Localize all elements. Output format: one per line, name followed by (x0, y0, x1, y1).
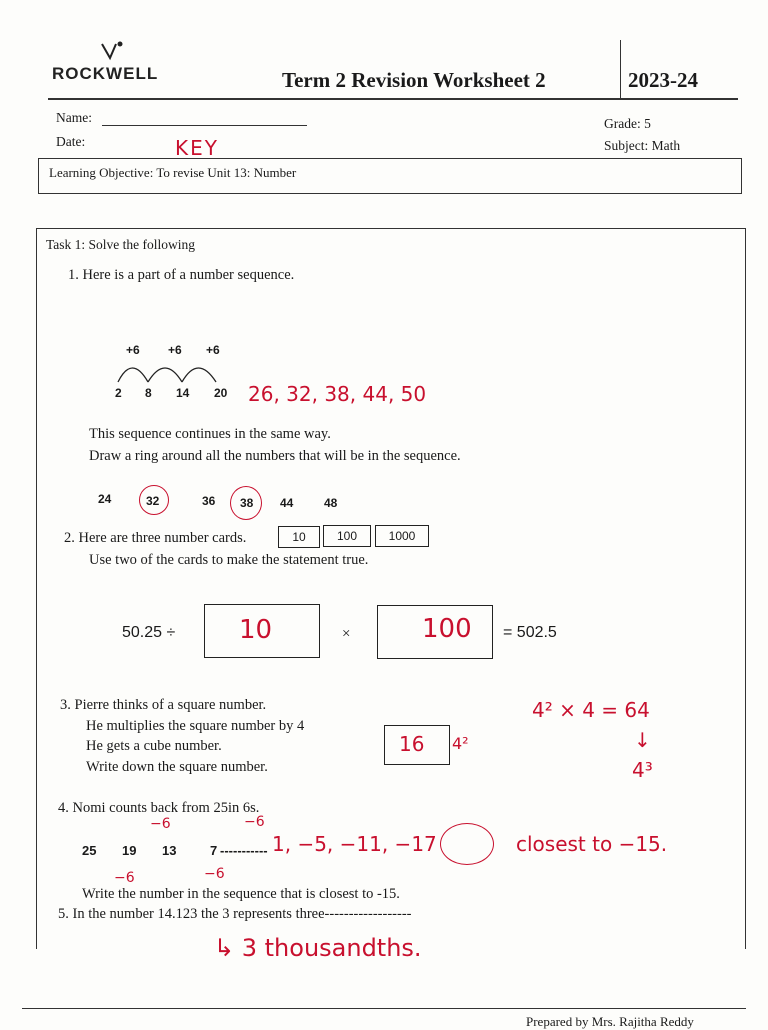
option-number: 24 (98, 492, 112, 506)
subject-label: Subject: Math (604, 138, 681, 153)
sequence-number: 20 (214, 386, 228, 400)
logo-text: ROCKWELL (52, 64, 159, 83)
name-label: Name: (56, 110, 92, 125)
handwritten-answer-1: 26, 32, 38, 44, 50 (248, 382, 427, 406)
option-number: 48 (324, 496, 338, 510)
q3-line: 3. Pierre thinks of a square number. (60, 697, 267, 713)
step-annotation: −6 (150, 816, 171, 832)
count-number: 25 (82, 843, 97, 858)
q1-line1: This sequence continues in the same way. (89, 426, 331, 442)
answer-box-3[interactable] (384, 725, 450, 765)
question-2: 2. Here are three number cards. (64, 530, 247, 546)
answer-box-1[interactable] (204, 604, 320, 658)
q3-line: Write down the square number. (86, 759, 268, 775)
step-label: +6 (126, 343, 140, 357)
learning-objective: Learning Objective: To revise Unit 13: Number (49, 165, 297, 180)
question-5: 5. In the number 14.123 the 3 represents three------------------ (58, 906, 412, 922)
key-mark: KEY (175, 136, 219, 160)
step-annotation: −6 (114, 870, 135, 886)
q3-line: He gets a cube number. (86, 738, 222, 754)
step-annotation: −6 (204, 866, 225, 882)
count-dashes: ----------- (220, 843, 268, 858)
number-card: 100 (323, 525, 371, 547)
answer-box-2-value: 100 (422, 614, 472, 644)
prepared-by: Prepared by Mrs. Rajitha Reddy (526, 1014, 694, 1029)
task-title: Task 1: Solve the following (46, 237, 196, 252)
closest-note: closest to −15. (516, 832, 668, 856)
page-title: Term 2 Revision Worksheet 2 (282, 68, 546, 92)
handwritten-answer-5: ↳ 3 thousandths. (214, 934, 422, 962)
number-card: 10 (278, 526, 320, 548)
header-divider (620, 40, 621, 100)
step-annotation: −6 (244, 814, 265, 830)
grade-label: Grade: 5 (604, 116, 651, 131)
step-label: +6 (206, 343, 220, 357)
option-number: 38 (240, 496, 254, 510)
option-number: 36 (202, 494, 216, 508)
expression-left: 50.25 ÷ (122, 624, 176, 641)
sequence-number: 8 (145, 386, 152, 400)
question-1: 1. Here is a part of a number sequence. (68, 267, 295, 283)
count-number: 7 (210, 843, 218, 858)
working-arrow: ↓ (634, 728, 651, 752)
count-number: 13 (162, 843, 177, 858)
q1-line2: Draw a ring around all the numbers that will be in the sequence. (89, 448, 461, 464)
working-line-3: 4³ (632, 758, 653, 782)
times-sign: × (342, 626, 351, 642)
q2-line2: Use two of the cards to make the statement true. (89, 552, 369, 568)
answer-ring (440, 823, 494, 865)
question-4: 4. Nomi counts back from 25in 6s. (58, 800, 260, 816)
q4-line2: Write the number in the sequence that is closest to -15. (82, 886, 400, 902)
header-rule (48, 98, 738, 100)
answer-note: 4² (452, 734, 469, 753)
date-label: Date: (56, 134, 86, 149)
logo-icon (96, 40, 126, 64)
q3-line: He multiplies the square number by 4 (86, 718, 305, 734)
academic-year: 2023-24 (628, 68, 698, 92)
step-label: +6 (168, 343, 182, 357)
number-card: 1000 (375, 525, 429, 547)
sequence-number: 2 (115, 386, 122, 400)
option-number: 44 (280, 496, 294, 510)
answer-box-1-value: 10 (239, 615, 273, 645)
option-number: 32 (146, 494, 160, 508)
objective-box (38, 158, 742, 194)
footer-rule (22, 1008, 746, 1009)
working-line-1: 4² × 4 = 64 (532, 698, 650, 722)
handwritten-answer-4: 1, −5, −11, −17 (272, 832, 437, 856)
count-number: 19 (122, 843, 137, 858)
name-line[interactable] (102, 125, 307, 126)
answer-box-3-value: 16 (399, 732, 425, 756)
expression-right: = 502.5 (503, 624, 557, 641)
sequence-number: 14 (176, 386, 190, 400)
answer-box-2[interactable] (377, 605, 493, 659)
